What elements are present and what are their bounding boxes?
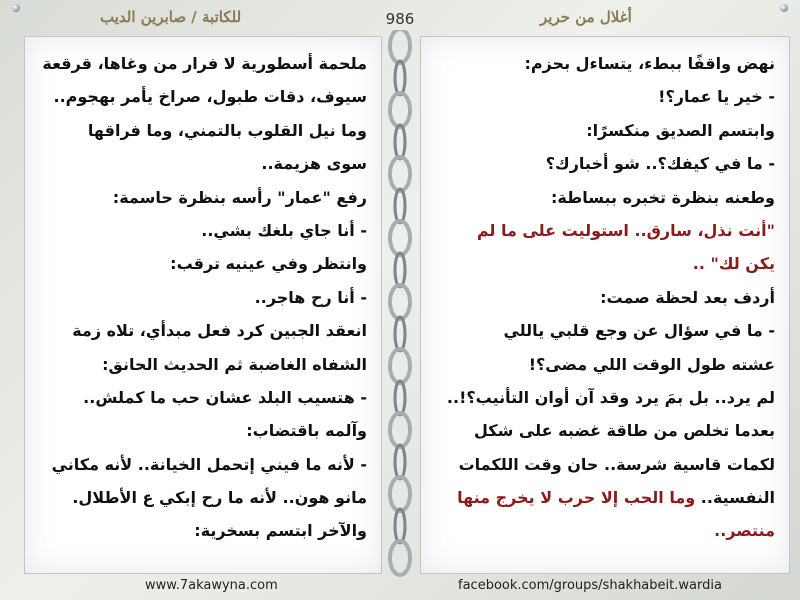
text-line bbox=[39, 381, 367, 414]
text-line bbox=[39, 80, 367, 113]
text-line bbox=[435, 514, 775, 547]
text-line-content: وابتسم الصديق منكسرًا: bbox=[586, 120, 775, 140]
text-line-content: لكمات قاسية شرسة.. حان وقت اللكمات bbox=[458, 454, 775, 474]
text-line bbox=[435, 114, 775, 147]
chain-link bbox=[395, 445, 405, 479]
text-line bbox=[435, 448, 775, 481]
chain-link bbox=[390, 285, 410, 319]
text-line bbox=[39, 314, 367, 347]
chain-link bbox=[395, 189, 405, 223]
text-line bbox=[435, 314, 775, 347]
text-line-content: سوى هزيمة.. bbox=[261, 154, 367, 174]
text-line bbox=[435, 181, 775, 214]
highlighted-phrase: وما الحب إلا حرب لا يخرج منها bbox=[457, 488, 696, 508]
chain-link bbox=[395, 125, 405, 159]
text-line-content: يكن لك" .. bbox=[692, 254, 775, 274]
text-line bbox=[435, 381, 775, 414]
author-credit: للكاتبة / صابرين الديب bbox=[100, 8, 242, 26]
text-line-content: - خير يا عمار؟! bbox=[658, 87, 775, 107]
chain-link bbox=[395, 253, 405, 287]
chain-link bbox=[390, 157, 410, 191]
pin-icon bbox=[12, 4, 20, 12]
chain-link bbox=[390, 221, 410, 255]
text-line-content: ملحمة أسطورية لا فرار من وغاها، قرقعة bbox=[42, 54, 367, 73]
text-line-content: الشفاه الغاضبة ثم الحديث الحانق: bbox=[102, 354, 367, 374]
text-line-content: بعدما تخلص من طاقة غضبه على شكل bbox=[474, 421, 775, 441]
page-number: 986 bbox=[385, 10, 415, 28]
text-line bbox=[39, 348, 367, 381]
pin-icon bbox=[780, 4, 788, 12]
chain-link bbox=[390, 93, 410, 127]
chain-link bbox=[395, 509, 405, 543]
text-line bbox=[435, 214, 775, 247]
text-line bbox=[39, 247, 367, 280]
text-line bbox=[39, 114, 367, 147]
text-line-content: نهض واقفًا ببطء، يتساءل بحزم: bbox=[524, 54, 775, 73]
text-line bbox=[435, 481, 775, 514]
text-line bbox=[39, 448, 367, 481]
chain-link bbox=[395, 381, 405, 415]
text-line-content: عشته طول الوقت اللي مضى؟! bbox=[528, 354, 775, 374]
chain-link bbox=[390, 30, 410, 63]
text-line-content: - ما في سؤال عن وجع قلبي ياللي bbox=[503, 321, 775, 341]
text-line bbox=[435, 281, 775, 314]
text-line bbox=[435, 414, 775, 447]
chain-divider-icon bbox=[384, 30, 416, 578]
left-text-column bbox=[24, 36, 382, 574]
text-line bbox=[39, 281, 367, 314]
text-line-content: "أنت نذل، سارق.. استوليت على ما لم bbox=[476, 220, 775, 240]
text-line bbox=[39, 214, 367, 247]
text-line-content: منتصر.. bbox=[714, 521, 775, 541]
book-title: أغلال من حرير bbox=[540, 8, 632, 26]
text-line bbox=[39, 414, 367, 447]
text-line bbox=[39, 147, 367, 180]
text-line-content: وآلمه باقتضاب: bbox=[246, 421, 367, 441]
chain-link bbox=[395, 61, 405, 95]
text-line-content: وما نيل القلوب بالتمني، وما فراقها bbox=[87, 120, 367, 140]
text-line-content: مانو هون.. لأنه ما رح إبكي ع الأطلال. bbox=[72, 488, 367, 508]
text-line-content: والآخر ابتسم بسخرية: bbox=[194, 521, 367, 541]
text-line bbox=[39, 481, 367, 514]
text-line-content: - أنا جاي بلغك بشي.. bbox=[201, 220, 367, 240]
chain-link bbox=[390, 477, 410, 511]
text-line-content: رفع "عمار" رأسه بنظرة حاسمة: bbox=[112, 187, 367, 207]
text-line-content: - لأنه ما فيني إتحمل الخيانة.. لأنه مكاني bbox=[51, 454, 367, 474]
chain-link bbox=[390, 349, 410, 383]
text-line-content: سيوف، دقات طبول، صراخ يأمر بهجوم.. bbox=[53, 87, 367, 107]
text-line bbox=[39, 514, 367, 547]
text-line-content: - ما في كيفك؟.. شو أخبارك؟ bbox=[545, 154, 775, 174]
text-line-content: - أنا رح هاجر.. bbox=[254, 287, 367, 307]
chain-link bbox=[395, 317, 405, 351]
text-line bbox=[435, 80, 775, 113]
text-line bbox=[435, 247, 775, 280]
text-line bbox=[39, 47, 367, 80]
text-line-content: انعقد الجبين كرد فعل مبدأي، تلاه زمة bbox=[72, 321, 367, 341]
text-line-content: - هتسيب البلد عشان حب ما كملش.. bbox=[83, 387, 367, 407]
text-line-content: النفسية.. bbox=[695, 488, 775, 508]
chain-link bbox=[390, 541, 410, 575]
facebook-group-link[interactable]: facebook.com/groups/shakhabeit.wardia bbox=[458, 578, 722, 593]
text-line bbox=[435, 47, 775, 80]
website-link[interactable]: www.7akawyna.com bbox=[145, 578, 278, 593]
text-line-content: وطعنه بنظرة تخبره ببساطة: bbox=[551, 187, 775, 207]
right-text-column bbox=[420, 36, 790, 574]
text-line-content: أردف بعد لحظة صمت: bbox=[600, 287, 775, 307]
text-line bbox=[39, 181, 367, 214]
text-line-content: لم يرد.. بل بمَ يرد وقد آن أوان التأنيب؟!.. bbox=[446, 387, 775, 407]
text-line-content: وانتظر وفي عينيه ترقب: bbox=[170, 254, 367, 274]
text-line bbox=[435, 147, 775, 180]
chain-link bbox=[390, 413, 410, 447]
text-line bbox=[435, 348, 775, 381]
